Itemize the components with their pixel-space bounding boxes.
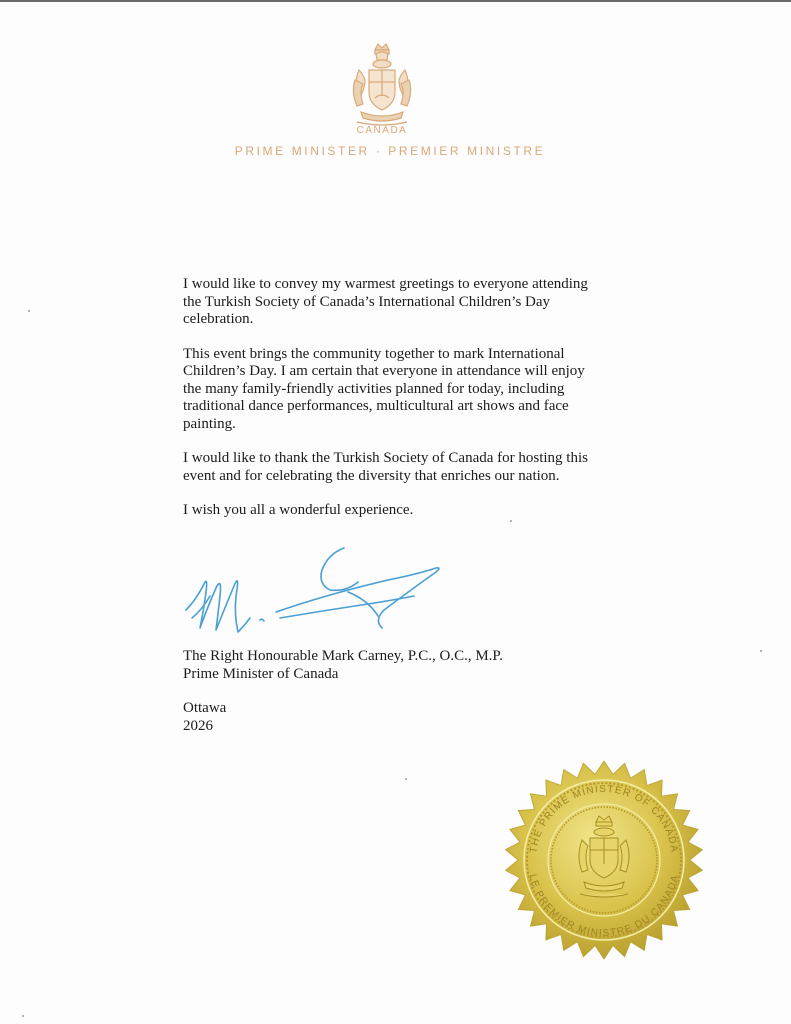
place-city: Ottawa [183,700,227,716]
letter-paragraph: I would like to thank the Turkish Society of Canada for hosting this event and for celebrating the diversity that enriches our nation. [183,450,588,484]
scan-speck [760,650,762,652]
letter-body [183,276,603,537]
signatory-title: Prime Minister of Canada [183,665,339,682]
scan-speck [22,1015,24,1017]
place-date-block [183,700,383,735]
letter-paragraph: I would like to convey my warmest greetings to everyone attending the Turkish Society of Canada’s International Children’s Day celebration. [183,276,588,327]
letterhead-country: CANADA [356,125,408,136]
place-year: 2026 [183,717,213,734]
handwritten-signature [178,540,448,640]
seal-outer-text: THE PRIME MINISTER OF CANADA [528,783,680,854]
letter-paragraph: This event brings the community together to mark International Children’s Day. I am certain that everyone in attendance will enjoy the many family-friendly activities planned for today, including traditional dance performances, multicultural art shows and face painting. [183,345,585,432]
scan-top-edge [0,0,791,2]
canada-coat-of-arms-icon [345,40,419,128]
letter-paragraph: I wish you all a wonderful experience. [183,502,414,518]
signatory-name: The Right Honourable Mark Carney, P.C., O.C., M.P. [183,648,503,664]
gold-seal [504,760,704,960]
letterhead-office-title: PRIME MINISTER · PREMIER MINISTRE [234,144,546,158]
scan-speck [28,310,30,312]
seal-inner-text: LE PREMIER MINISTRE DU CANADA [526,873,682,940]
scan-speck [405,778,407,780]
signatory-block [183,648,603,683]
